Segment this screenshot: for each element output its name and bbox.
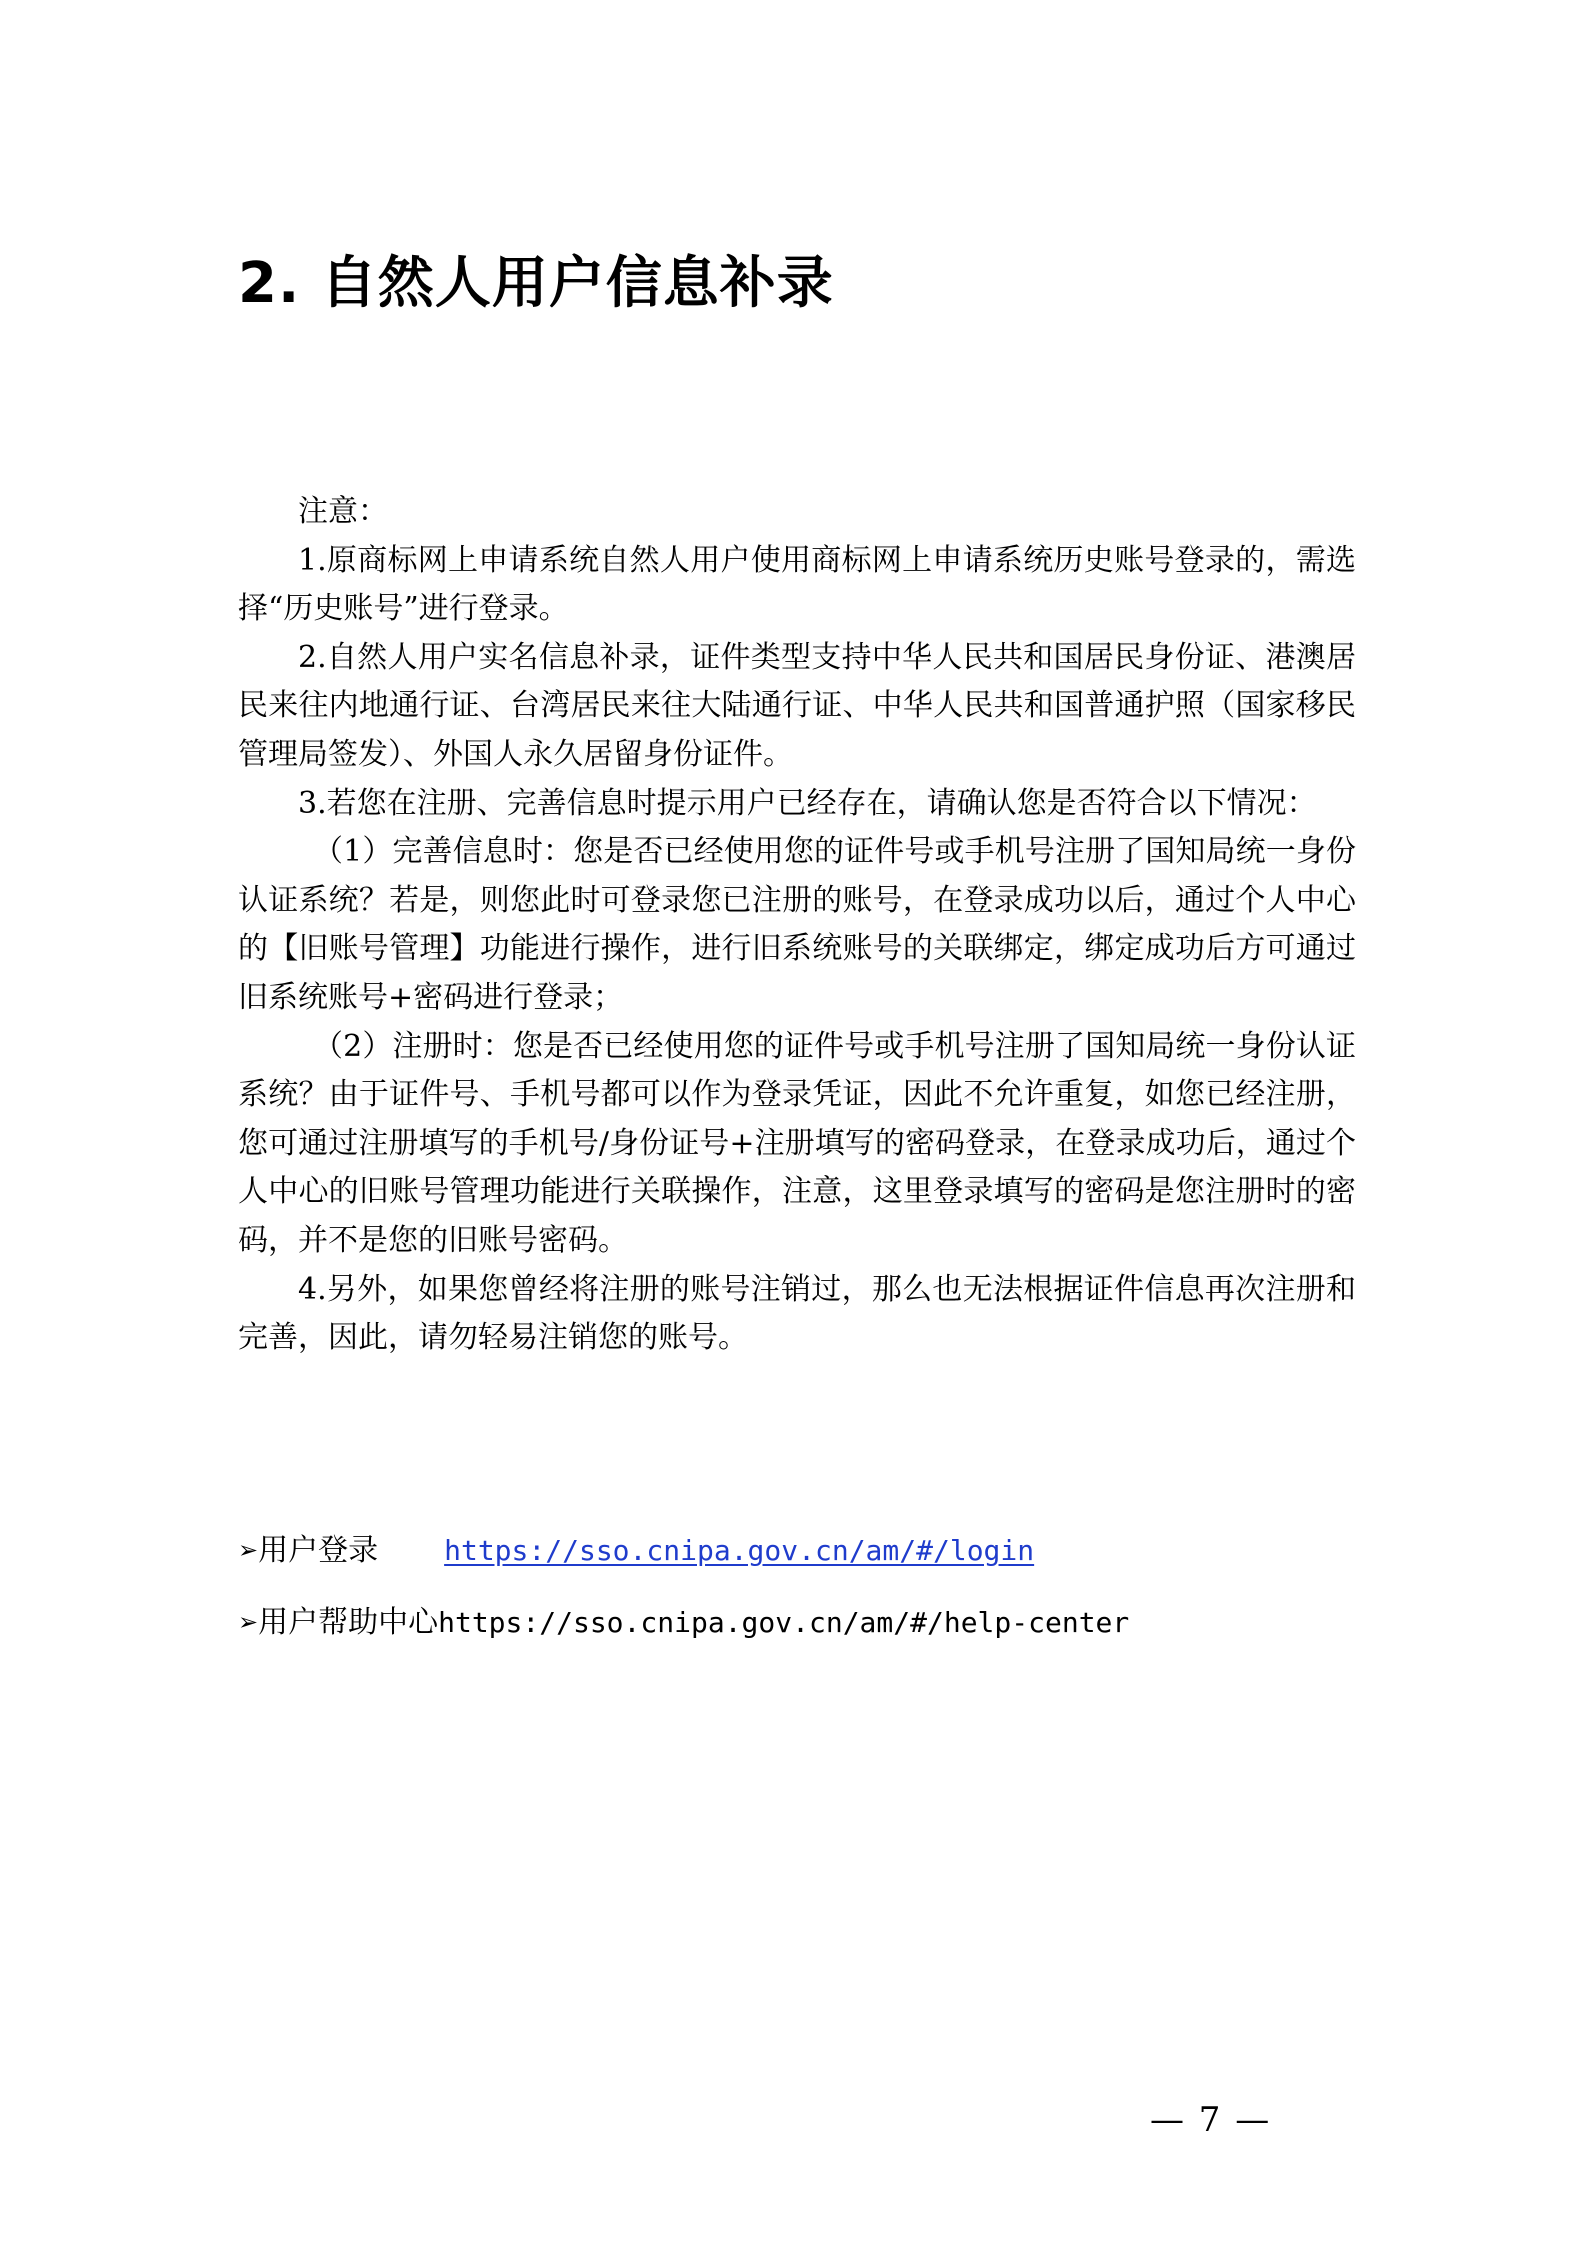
notice-item-1: 1.原商标网上申请系统自然人用户使用商标网上申请系统历史账号登录的，需选择“历史账号”进行登录。 [238,542,1356,627]
notice-body [238,488,1356,1363]
help-link-line [238,1602,1129,1643]
arrow-bullet-icon: ➢ [238,1608,259,1636]
arrow-bullet-icon: ➢ [238,1536,259,1564]
notice-item-3-1: （1）完善信息时：您是否已经使用您的证件号或手机号注册了国知局统一身份认证系统？若是，则您此时可登录您已注册的账号，在登录成功以后，通过个人中心的【旧账号管理】功能进行操作，进行旧系统账号的关联绑定，绑定成功后方可通过旧系统账号+密码进行登录； [238,834,1356,1015]
help-center-url[interactable]: https://sso.cnipa.gov.cn/am/#/help-center [438,1606,1130,1639]
notice-item-3: 3.若您在注册、完善信息时提示用户已经存在，请确认您是否符合以下情况： [298,785,1317,821]
notice-label: 注意： [298,494,388,529]
page-number: — 7 — [1150,2100,1272,2140]
notice-item-2: 2.自然人用户实名信息补录，证件类型支持中华人民共和国居民身份证、港澳居民来往内地通行证、台湾居民来往大陆通行证、中华人民共和国普通护照（国家移民管理局签发）、外国人永久居留身份证件。 [238,639,1356,772]
notice-item-4: 4.另外，如果您曾经将注册的账号注销过，那么也无法根据证件信息再次注册和完善，因此，请勿轻易注销您的账号。 [238,1271,1356,1356]
login-link[interactable]: https://sso.cnipa.gov.cn/am/#/login [444,1534,1035,1567]
section-heading: 2. 自然人用户信息补录 [238,251,834,316]
login-link-line [238,1530,1034,1571]
login-label: 用户登录 [258,1533,379,1568]
help-label: 用户帮助中心 [258,1605,439,1640]
notice-item-3-2: （2）注册时：您是否已经使用您的证件号或手机号注册了国知局统一身份认证系统？由于证件号、手机号都可以作为登录凭证，因此不允许重复，如您已经注册，您可通过注册填写的手机号/身份证号+注册填写的密码登录，在登录成功后，通过个人中心的旧账号管理功能进行关联操作，注意，这里登录填写的密码是您注册时的密码，并不是您的旧账号密码。 [238,1028,1356,1258]
